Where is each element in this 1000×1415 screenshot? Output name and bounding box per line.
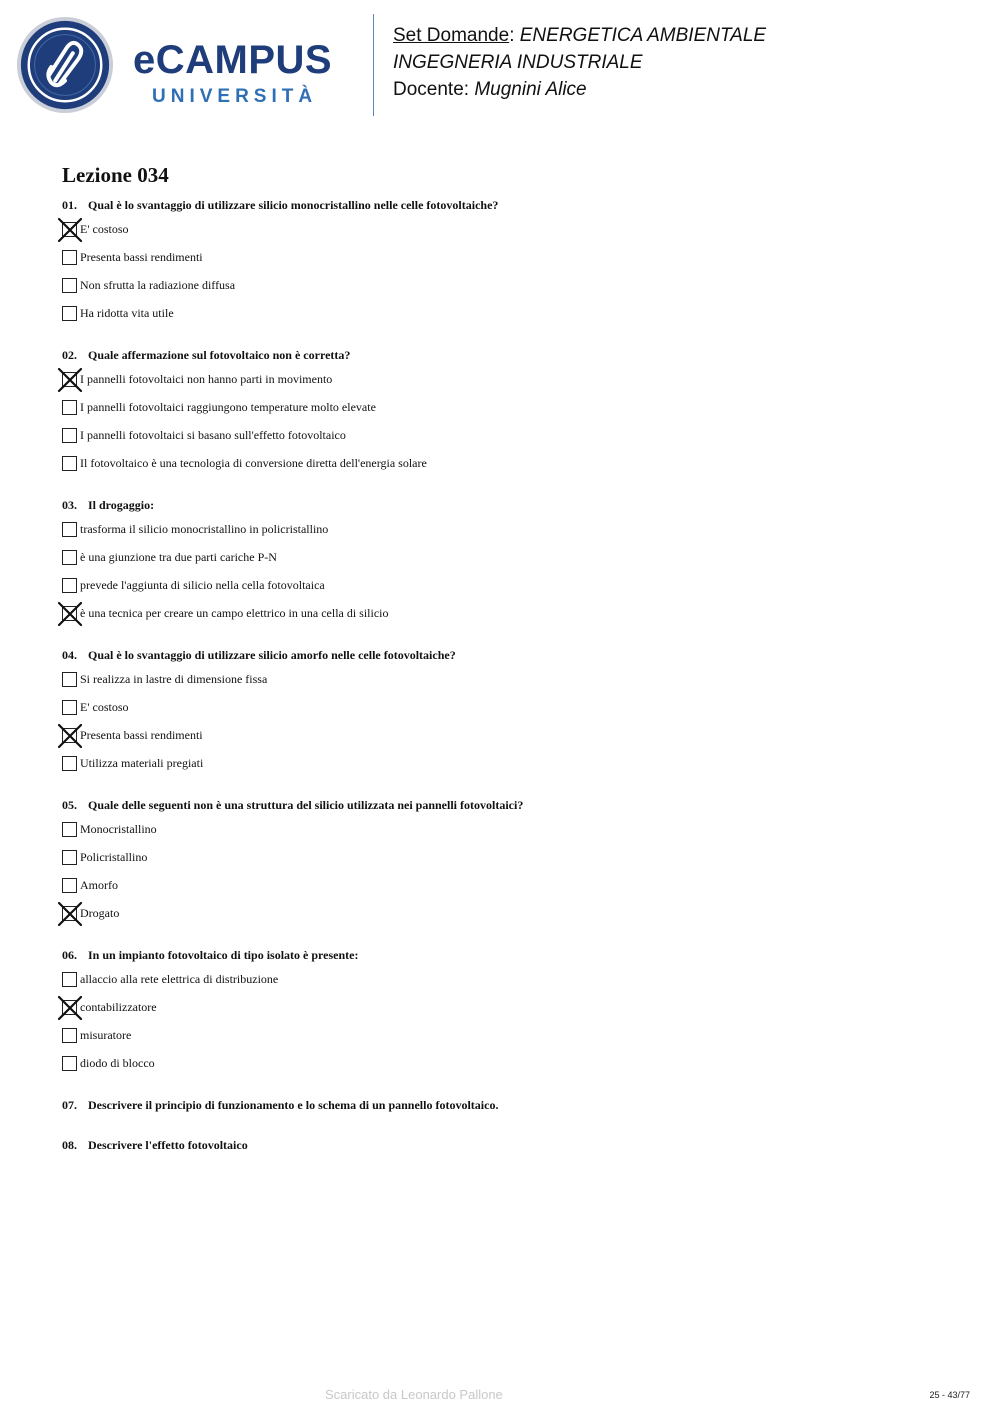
option-label: Il fotovoltaico è una tecnologia di conversione diretta dell'energia solare: [80, 456, 427, 470]
question-number: 07.: [62, 1098, 77, 1112]
option-label: I pannelli fotovoltaici si basano sull'effetto fotovoltaico: [80, 428, 346, 442]
page-number: 25 - 43/77: [929, 1390, 970, 1400]
answer-option[interactable]: [62, 605, 962, 633]
answer-option[interactable]: [62, 671, 962, 699]
question-8: [62, 1137, 962, 1153]
question-set: [62, 160, 962, 1177]
checked-checkbox[interactable]: [62, 1000, 77, 1015]
answer-option[interactable]: [62, 371, 962, 399]
option-label: Presenta bassi rendimenti: [80, 250, 203, 264]
question-2: [62, 347, 962, 483]
cross-mark-icon: [58, 368, 82, 392]
answer-option[interactable]: [62, 549, 962, 577]
checked-checkbox[interactable]: [62, 606, 77, 621]
set-separator: :: [509, 25, 520, 46]
checkbox[interactable]: [62, 1056, 77, 1071]
checkbox[interactable]: [62, 522, 77, 537]
checkbox[interactable]: [62, 250, 77, 265]
option-label: diodo di blocco: [80, 1056, 155, 1070]
answer-option[interactable]: [62, 221, 962, 249]
header-info: [393, 22, 983, 103]
answer-option[interactable]: [62, 455, 962, 483]
option-label: Drogato: [80, 906, 120, 920]
logo-subtitle: UNIVERSITÀ: [152, 86, 318, 107]
answer-option[interactable]: [62, 399, 962, 427]
header-divider: [373, 14, 374, 116]
option-label: contabilizzatore: [80, 1000, 157, 1014]
question-3: [62, 497, 962, 633]
option-label: allaccio alla rete elettrica di distribuzione: [80, 972, 279, 986]
checkbox[interactable]: [62, 306, 77, 321]
cross-mark-icon: [58, 902, 82, 926]
checkbox[interactable]: [62, 850, 77, 865]
checkbox[interactable]: [62, 878, 77, 893]
question-number: 08.: [62, 1138, 77, 1152]
teacher-label: Docente:: [393, 79, 475, 100]
option-label: Presenta bassi rendimenti: [80, 728, 203, 742]
question-label: Qual è lo svantaggio di utilizzare silicio monocristallino nelle celle fotovoltaiche?: [88, 198, 499, 212]
teacher-line: [393, 76, 983, 103]
question-list: [62, 197, 962, 1153]
question-text: [62, 197, 962, 213]
answer-option[interactable]: [62, 971, 962, 999]
answer-option[interactable]: [62, 727, 962, 755]
option-label: E' costoso: [80, 700, 129, 714]
answer-option[interactable]: [62, 1027, 962, 1055]
checkbox[interactable]: [62, 456, 77, 471]
cross-mark-icon: [58, 724, 82, 748]
question-number: 01.: [62, 198, 77, 212]
cross-mark-icon: [58, 602, 82, 626]
option-label: I pannelli fotovoltaici raggiungono temperature molto elevate: [80, 400, 376, 414]
answer-option[interactable]: [62, 277, 962, 305]
checkbox[interactable]: [62, 1028, 77, 1043]
option-label: è una tecnica per creare un campo elettrico in una cella di silicio: [80, 606, 389, 620]
checked-checkbox[interactable]: [62, 906, 77, 921]
question-text: [62, 347, 962, 363]
question-number: 06.: [62, 948, 77, 962]
question-label: Il drogaggio:: [88, 498, 155, 512]
question-number: 04.: [62, 648, 77, 662]
teacher-name: Mugnini Alice: [474, 79, 587, 100]
checkbox[interactable]: [62, 400, 77, 415]
checkbox[interactable]: [62, 550, 77, 565]
option-label: è una giunzione tra due parti cariche P-N: [80, 550, 277, 564]
question-label: Quale delle seguenti non è una struttura del silicio utilizzata nei pannelli fotovoltaici?: [88, 798, 524, 812]
checked-checkbox[interactable]: [62, 728, 77, 743]
option-label: Non sfrutta la radiazione diffusa: [80, 278, 236, 292]
course-name: ENERGETICA AMBIENTALE: [519, 25, 767, 46]
question-number: 05.: [62, 798, 77, 812]
checkbox[interactable]: [62, 700, 77, 715]
option-label: trasforma il silicio monocristallino in policristallino: [80, 522, 329, 536]
question-text: [62, 497, 962, 513]
option-label: I pannelli fotovoltaici non hanno parti in movimento: [80, 372, 333, 386]
answer-option[interactable]: [62, 821, 962, 849]
question-7: [62, 1097, 962, 1113]
question-4: [62, 647, 962, 783]
answer-option[interactable]: [62, 521, 962, 549]
question-text: [62, 947, 962, 963]
cross-mark-icon: [58, 218, 82, 242]
checkbox[interactable]: [62, 278, 77, 293]
answer-option[interactable]: [62, 877, 962, 905]
checkbox[interactable]: [62, 822, 77, 837]
checkbox[interactable]: [62, 672, 77, 687]
option-label: prevede l'aggiunta di silicio nella cella fotovoltaica: [80, 578, 325, 592]
option-label: Utilizza materiali pregiati: [80, 756, 204, 770]
question-number: 03.: [62, 498, 77, 512]
question-text: [62, 1137, 962, 1153]
set-line: [393, 22, 983, 49]
degree-name: INGEGNERIA INDUSTRIALE: [393, 52, 643, 73]
question-text: [62, 1097, 962, 1113]
checkbox[interactable]: [62, 428, 77, 443]
cross-mark-icon: [58, 996, 82, 1020]
answer-option[interactable]: [62, 699, 962, 727]
answer-option[interactable]: [62, 577, 962, 605]
question-text: [62, 797, 962, 813]
option-label: misuratore: [80, 1028, 132, 1042]
option-label: Ha ridotta vita utile: [80, 306, 174, 320]
answer-option[interactable]: [62, 905, 962, 933]
question-6: [62, 947, 962, 1083]
question-5: [62, 797, 962, 933]
question-label: Descrivere l'effetto fotovoltaico: [88, 1138, 248, 1152]
checkbox[interactable]: [62, 756, 77, 771]
question-number: 02.: [62, 348, 77, 362]
lesson-title: Lezione 034: [62, 163, 169, 187]
option-label: Policristallino: [80, 850, 148, 864]
question-label: Quale affermazione sul fotovoltaico non è corretta?: [88, 348, 351, 362]
option-label: E' costoso: [80, 222, 129, 236]
ecampus-logo-icon: [16, 16, 114, 114]
question-1: [62, 197, 962, 333]
option-label: Si realizza in lastre di dimensione fissa: [80, 672, 268, 686]
answer-option[interactable]: [62, 305, 962, 333]
page-header: [0, 0, 1000, 130]
set-label: Set Domande: [393, 25, 510, 46]
download-watermark: Scaricato da Leonardo Pallone: [325, 1387, 503, 1402]
option-label: Amorfo: [80, 878, 118, 892]
checked-checkbox[interactable]: [62, 372, 77, 387]
checkbox[interactable]: [62, 578, 77, 593]
answer-option[interactable]: [62, 1055, 962, 1083]
degree-line: [393, 49, 983, 76]
answer-option[interactable]: [62, 249, 962, 277]
option-label: Monocristallino: [80, 822, 157, 836]
question-label: Qual è lo svantaggio di utilizzare silicio amorfo nelle celle fotovoltaiche?: [88, 648, 456, 662]
answer-option[interactable]: [62, 999, 962, 1027]
answer-option[interactable]: [62, 427, 962, 455]
question-label: Descrivere il principio di funzionamento e lo schema di un pannello fotovoltaico.: [88, 1098, 499, 1112]
answer-option[interactable]: [62, 849, 962, 877]
checked-checkbox[interactable]: [62, 222, 77, 237]
question-text: [62, 647, 962, 663]
logo-wordmark: eCAMPUS: [133, 38, 333, 82]
question-label: In un impianto fotovoltaico di tipo isolato è presente:: [88, 948, 359, 962]
checkbox[interactable]: [62, 972, 77, 987]
answer-option[interactable]: [62, 755, 962, 783]
